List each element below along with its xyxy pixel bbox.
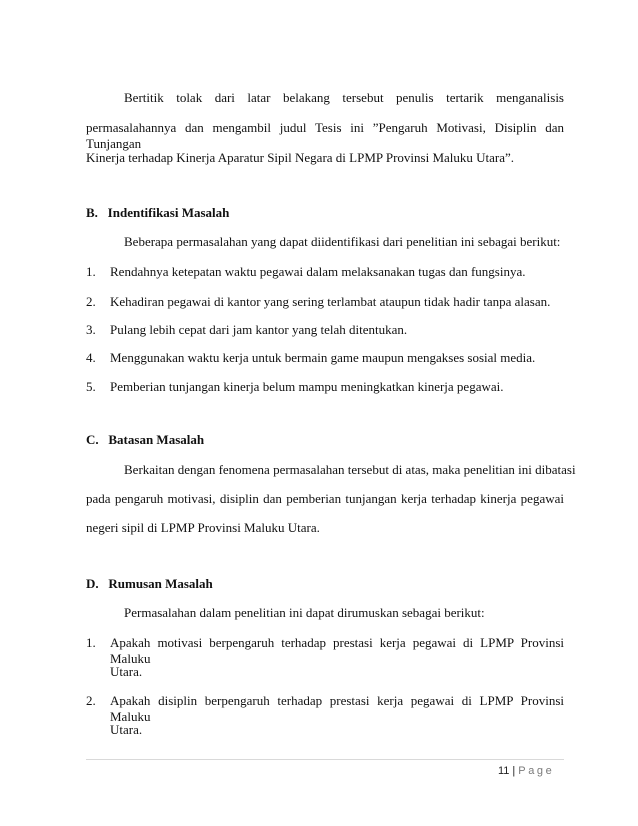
section-c-line-2: pada pengaruh motivasi, disiplin dan pemberian tunjangan kerja terhadap kinerja pegawai bbox=[86, 491, 564, 506]
intro-line-1: Bertitik tolak dari latar belakang tersebut penulis tertarik menganalisis bbox=[124, 90, 564, 105]
list-item-number: 3. bbox=[86, 322, 96, 337]
section-c-line-1: Berkaitan dengan fenomena permasalahan tersebut di atas, maka penelitian ini dibatasi bbox=[124, 462, 576, 477]
list-item: Pulang lebih cepat dari jam kantor yang telah ditentukan. bbox=[110, 322, 408, 337]
page-label: Page bbox=[518, 765, 555, 777]
section-d-heading: D. Rumusan Masalah bbox=[86, 576, 213, 591]
list-item: Pemberian tunjangan kinerja belum mampu meningkatkan kinerja pegawai. bbox=[110, 379, 504, 394]
list-item-number: 2. bbox=[86, 693, 96, 708]
list-item: Menggunakan waktu kerja untuk bermain game maupun mengakses sosial media. bbox=[110, 350, 536, 365]
list-item: Kehadiran pegawai di kantor yang sering terlambat ataupun tidak hadir tanpa alasan. bbox=[110, 294, 551, 309]
list-item-continuation: Utara. bbox=[110, 664, 143, 679]
section-d-intro: Permasalahan dalam penelitian ini dapat dirumuskan sebagai berikut: bbox=[124, 605, 485, 620]
intro-line-3: Kinerja terhadap Kinerja Aparatur Sipil Negara di LPMP Provinsi Maluku Utara”. bbox=[86, 150, 515, 165]
list-item-number: 1. bbox=[86, 635, 96, 650]
section-c-heading: C. Batasan Masalah bbox=[86, 432, 205, 447]
list-item-number: 4. bbox=[86, 350, 96, 365]
footer-separator: | bbox=[512, 765, 516, 777]
section-c-line-3: negeri sipil di LPMP Provinsi Maluku Utara. bbox=[86, 520, 320, 535]
list-item: Rendahnya ketepatan waktu pegawai dalam melaksanakan tugas dan fungsinya. bbox=[110, 264, 526, 279]
page-footer bbox=[498, 764, 554, 778]
list-item-number: 1. bbox=[86, 264, 96, 279]
list-item: Apakah disiplin berpengaruh terhadap prestasi kerja pegawai di LPMP Provinsi Maluku bbox=[110, 693, 564, 724]
footer-divider bbox=[86, 759, 564, 760]
list-item: Apakah motivasi berpengaruh terhadap prestasi kerja pegawai di LPMP Provinsi Maluku bbox=[110, 635, 564, 666]
page-number: 11 bbox=[498, 765, 510, 777]
section-b-intro: Beberapa permasalahan yang dapat diidentifikasi dari penelitian ini sebagai berikut: bbox=[124, 234, 561, 249]
section-b-heading: B. Indentifikasi Masalah bbox=[86, 205, 230, 220]
intro-line-2: permasalahannya dan mengambil judul Tesis ini ”Pengaruh Motivasi, Disiplin dan Tunjangan bbox=[86, 120, 564, 151]
list-item-continuation: Utara. bbox=[110, 722, 143, 737]
list-item-number: 2. bbox=[86, 294, 96, 309]
list-item-number: 5. bbox=[86, 379, 96, 394]
